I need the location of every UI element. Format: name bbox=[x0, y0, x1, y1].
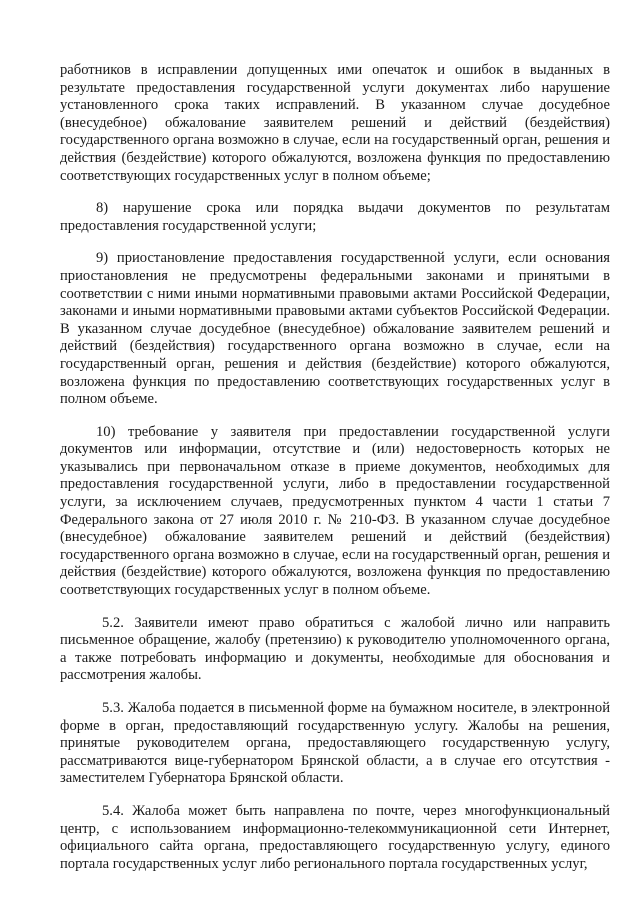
document-body bbox=[60, 62, 610, 873]
paragraph-item-9: 9) приостановление предоставления государственной услуги, если основания приостановления не предусмотрены федеральными законами и принятыми в соответствии с ними иными нормативными правовыми актами Российской Федерации, законами и иными нормативными правовыми актами субъектов Российской Федерации. В указанном случае досудебное (внесудебное) обжалование заявителем решений и действий (бездействия) государственного органа возможно в случае, если на государственный орган, решения и действия (бездействие) которого обжалуются, возложена функция по предоставлению соответствующих государственных услуг в полном объеме. bbox=[60, 250, 610, 408]
paragraph-item-8: 8) нарушение срока или порядка выдачи документов по результатам предоставления государственной услуги; bbox=[60, 200, 610, 234]
paragraph-5-4: 5.4. Жалоба может быть направлена по почте, через многофункциональный центр, с использованием информационно-телекоммуникационной сети Интернет, официального сайта органа, предоставляющего государственную услугу, единого портала государственных услуг либо регионального портала государственных услуг, bbox=[60, 802, 610, 872]
paragraph-5-3: 5.3. Жалоба подается в письменной форме на бумажном носителе, в электронной форме в орган, предоставляющий государственную услугу. Жалобы на решения, принятые руководителем органа, предоставляющего государственную услугу, рассматриваются вице-губернатором Брянской области, а в случае его отсутствия - заместителем Губернатора Брянской области. bbox=[60, 700, 610, 787]
paragraph-item-10: 10) требование у заявителя при предоставлении государственной услуги документов или информации, отсутствие и (или) недостоверность которых не указывались при первоначальном отказе в приеме документов, необходимых для предоставления государственной услуги, либо в предоставлении государственной услуги, за исключением случаев, предусмотренных пунктом 4 части 1 статьи 7 Федерального закона от 27 июля 2010 г. № 210-ФЗ. В указанном случае досудебное (внесудебное) обжалование заявителем решений и действий (бездействия) государственного органа возможно в случае, если на государственный орган, решения и действия (бездействие) которого обжалуются, возложена функция по предоставлению соответствующих государственных услуг в полном объеме. bbox=[60, 423, 610, 599]
paragraph-5-2: 5.2. Заявители имеют право обратиться с жалобой лично или направить письменное обращение, жалобу (претензию) к руководителю уполномоченного органа, а также потребовать информацию и документы, необходимые для обоснования и рассмотрения жалобы. bbox=[60, 614, 610, 684]
paragraph-continuation: работников в исправлении допущенных ими опечаток и ошибок в выданных в результате предоставления государственной услуги документах либо нарушение установленного срока таких исправлений. В указанном случае досудебное (внесудебное) обжалование заявителем решений и действий (бездействия) государственного органа возможно в случае, если на государственный орган, решения и действия (бездействие) которого обжалуются, возложена функция по предоставлению соответствующих государственных услуг в полном объеме; bbox=[60, 62, 610, 184]
